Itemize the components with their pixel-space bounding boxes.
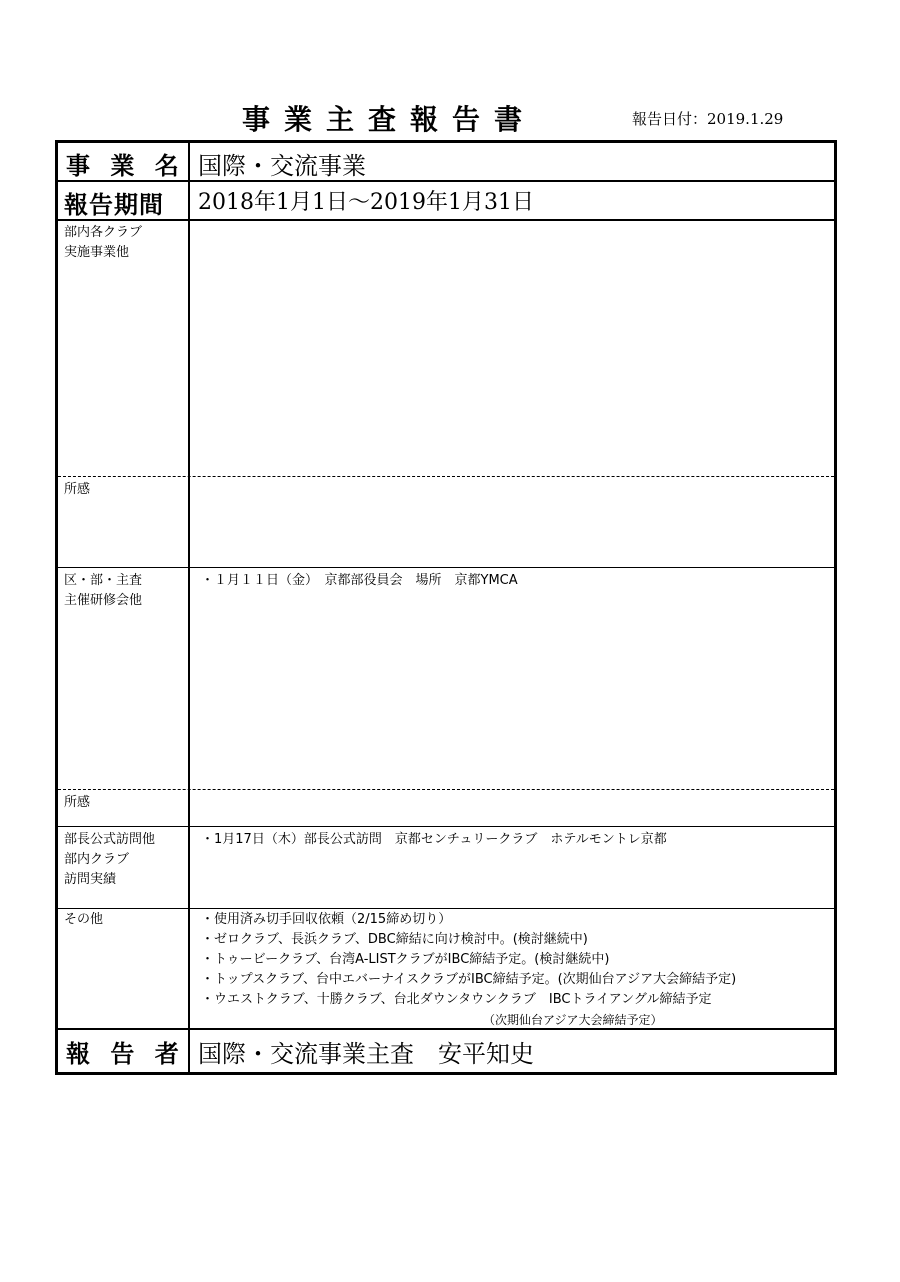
impressions-label: 所感 — [64, 482, 91, 497]
other-label: その他 — [64, 912, 104, 927]
period-value: 2018年1月1日〜2019年1月31日 — [198, 190, 534, 215]
visits-list — [201, 830, 667, 850]
business-value: 国際・交流事業 — [198, 152, 366, 180]
reporter-value: 国際・交流事業主査 安平知史 — [198, 1040, 534, 1068]
list-item: ・ゼロクラブ、長浜クラブ、DBC締結に向け検討中。(検討継続中) — [201, 932, 588, 947]
impressions-label: 所感 — [64, 795, 91, 810]
row-divider — [58, 567, 834, 568]
row-divider — [58, 826, 834, 827]
visits-label-1: 部長公式訪問他 — [64, 832, 156, 847]
list-item: ・トゥービークラブ、台湾A-LISTクラブがIBC締結予定。(検討継続中) — [201, 952, 610, 967]
list-item: ・１月１１日（金） 京都部役員会 場所 京都YMCA — [201, 573, 518, 588]
district-label-2: 主催研修会他 — [64, 593, 143, 608]
report-table — [55, 140, 837, 1075]
other-list — [201, 910, 736, 1030]
report-date: 報告日付：2019.1.29 — [632, 110, 784, 128]
list-item: ・使用済み切手回収依頼（2/15締め切り） — [201, 912, 452, 927]
row-divider — [58, 908, 834, 909]
list-item: ・1月17日（木）部長公式訪問 京都センチュリークラブ ホテルモントレ京都 — [201, 832, 667, 847]
list-item: ・ウエストクラブ、十勝クラブ、台北ダウンタウンクラブ IBCトライアングル締結予定 — [201, 992, 712, 1007]
column-divider — [188, 143, 190, 1072]
document-title: 事業主査報告書 — [242, 103, 537, 136]
club-activities-label-2: 実施事業他 — [64, 245, 130, 260]
visits-label-3: 訪問実績 — [64, 872, 117, 887]
business-label: 事 業 名 — [66, 152, 185, 180]
reporter-label: 報 告 者 — [66, 1040, 185, 1068]
row-divider-dashed — [58, 789, 834, 790]
district-list — [201, 571, 518, 591]
list-item: （次期仙台アジア大会締結予定） — [201, 1013, 663, 1027]
row-divider — [58, 219, 834, 221]
period-label: 報告期間 — [64, 191, 164, 219]
row-divider-dashed — [58, 476, 834, 477]
district-label-1: 区・部・主査 — [64, 573, 143, 588]
list-item: ・トップスクラブ、台中エバーナイスクラブがIBC締結予定。(次期仙台アジア大会締結予定) — [201, 972, 737, 987]
club-activities-label-1: 部内各クラブ — [64, 225, 143, 240]
visits-label-2: 部内クラブ — [64, 852, 130, 867]
